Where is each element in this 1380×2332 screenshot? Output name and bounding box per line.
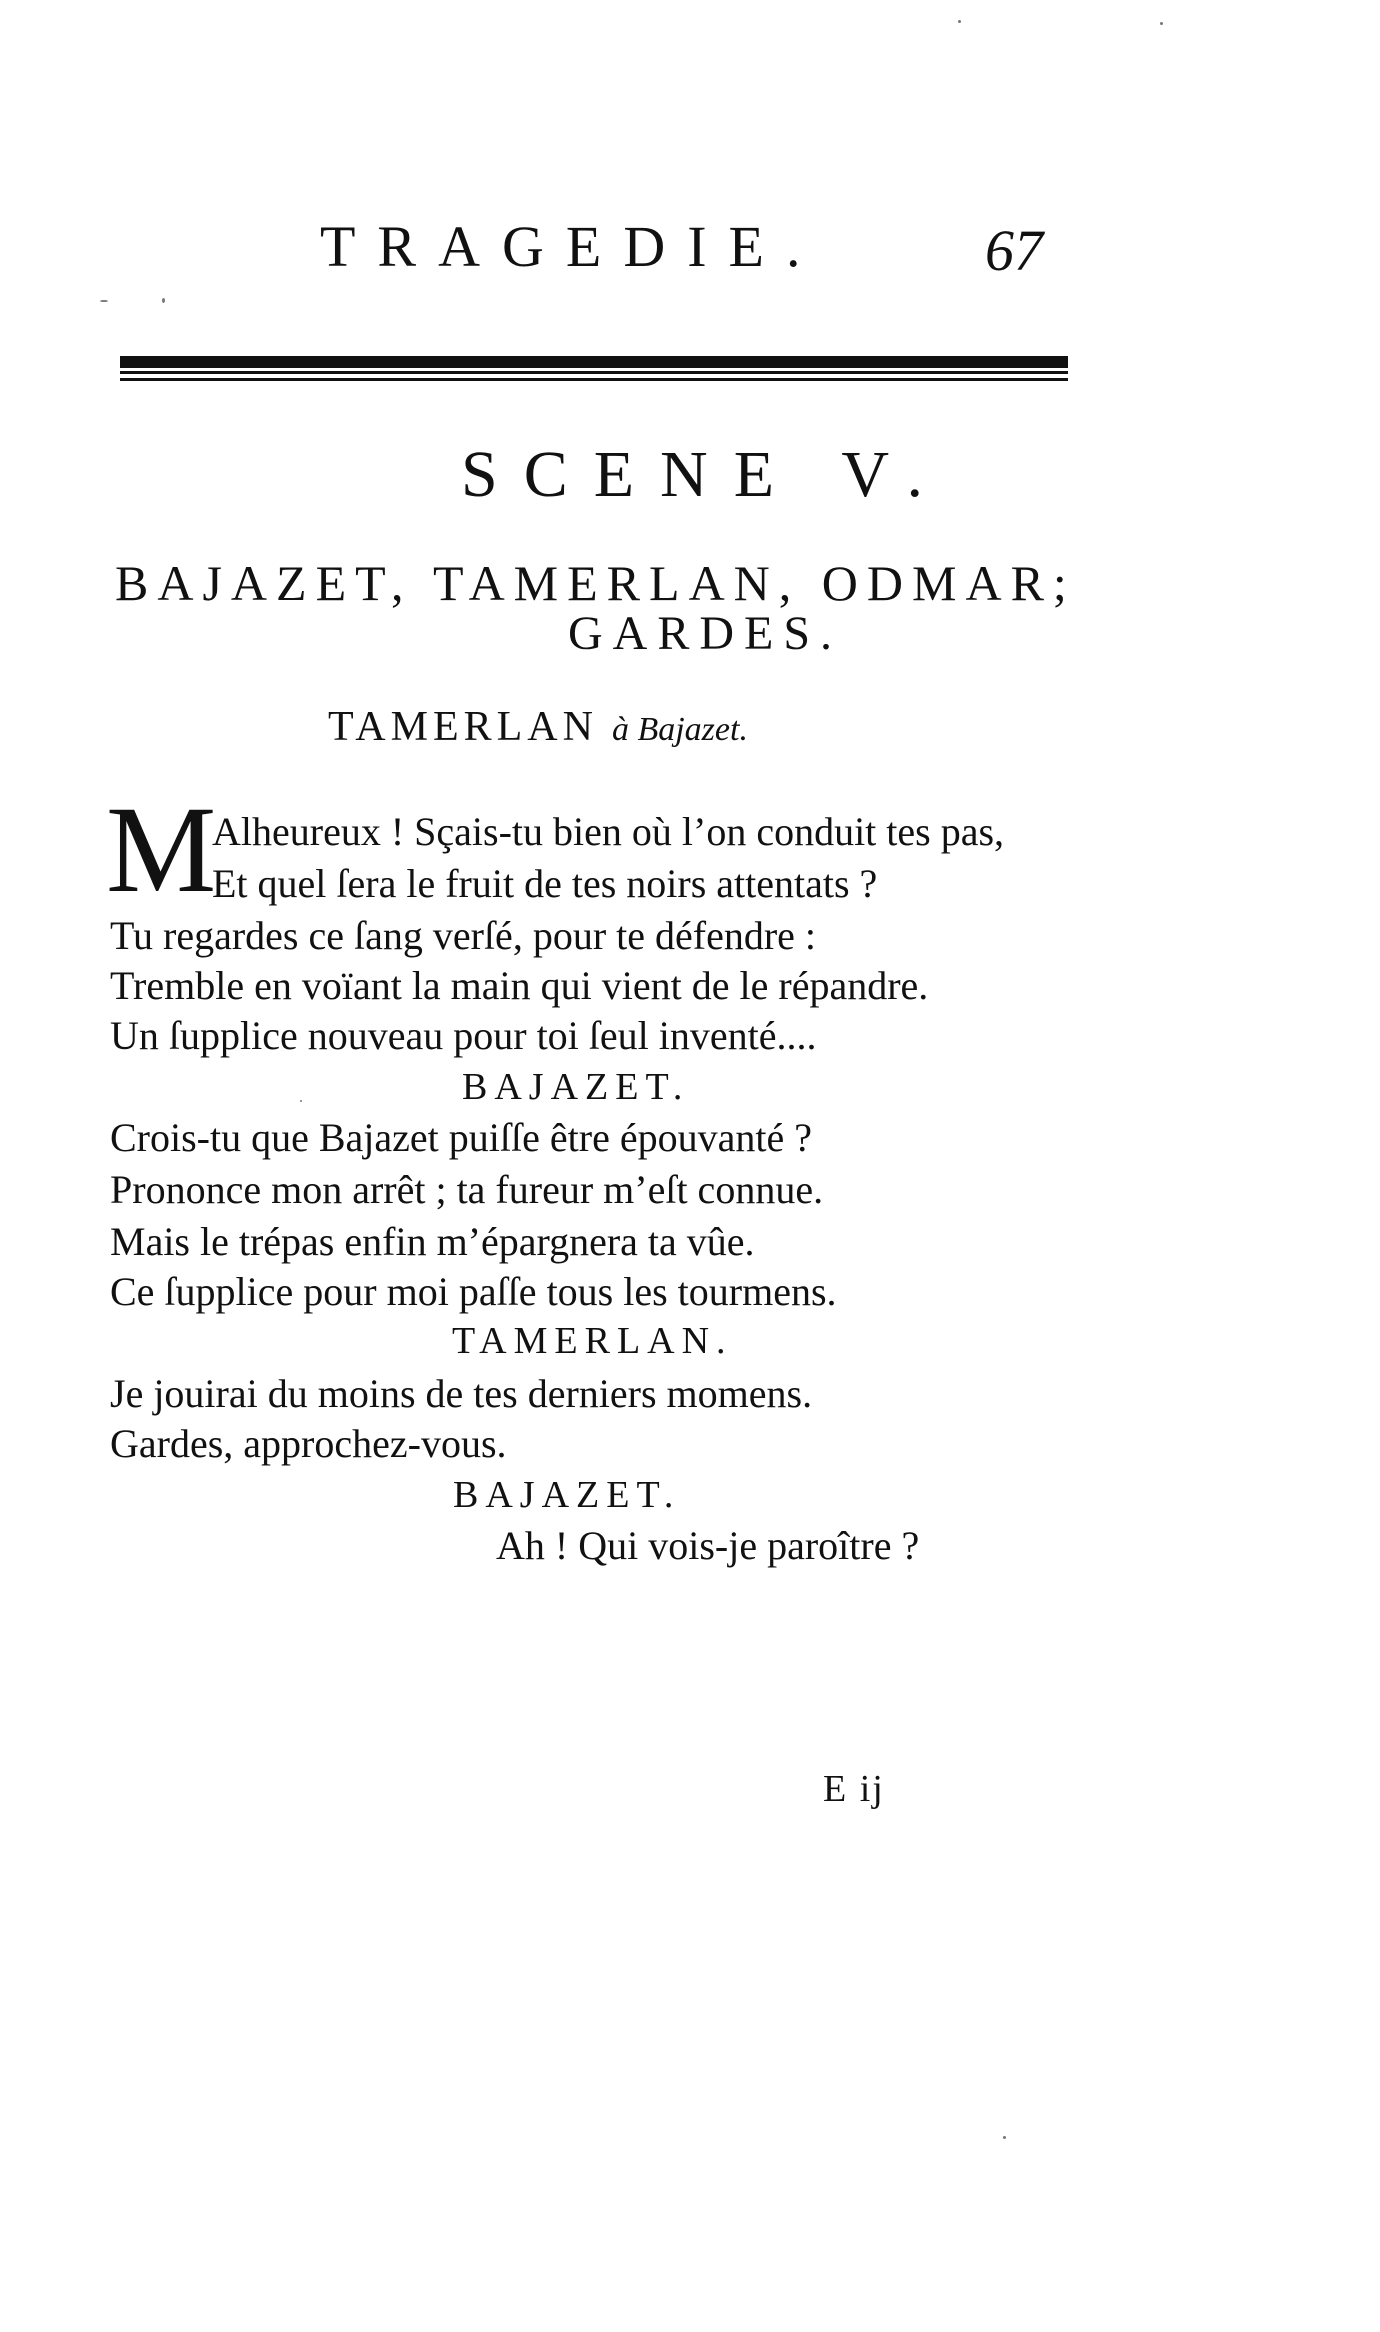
- verse-line: Gardes, approchez-vous.: [110, 1421, 507, 1466]
- cast-list-continued: GARDES.: [567, 607, 843, 660]
- scene-title: SCENE V.: [461, 438, 949, 511]
- verse-line: Tu regardes ce ſang verſé, pour te défendre :: [110, 913, 817, 958]
- verse-line: Ce ſupplice pour moi paſſe tous les tourmens.: [110, 1269, 837, 1314]
- speaker-name: BAJAZET.: [453, 1474, 681, 1516]
- verse-line: Je jouirai du moins de tes derniers momens.: [110, 1371, 813, 1416]
- running-head: TRAGEDIE.: [320, 214, 823, 279]
- speaker-name: BAJAZET.: [462, 1066, 690, 1108]
- ink-speck: [958, 20, 961, 23]
- cast-list: BAJAZET, TAMERLAN, ODMAR;: [115, 555, 1076, 611]
- ink-speck: [162, 298, 165, 303]
- verse-line: Alheureux ! Sçais-tu bien où l’on conduit tes pas,: [212, 809, 1005, 854]
- drop-cap: M: [106, 781, 217, 918]
- speaker-name: TAMERLAN.: [452, 1320, 733, 1362]
- verse-line: Un ſupplice nouveau pour toi ſeul inventé....: [110, 1013, 817, 1058]
- stage-direction: à Bajazet.: [611, 711, 748, 748]
- ink-speck: [300, 1100, 302, 1102]
- verse-line: Tremble en voïant la main qui vient de le répandre.: [110, 963, 929, 1008]
- verse-line: Et quel ſera le fruit de tes noirs attentats ?: [212, 861, 878, 906]
- verse-line: Mais le trépas enfin m’épargnera ta vûe.: [110, 1219, 755, 1264]
- verse-line: Ah ! Qui vois-je paroître ?: [496, 1523, 920, 1568]
- speaker-name: TAMERLAN: [328, 704, 598, 750]
- verse-line: Crois-tu que Bajazet puiſſe être épouvanté ?: [110, 1115, 812, 1160]
- ink-speck: [1003, 2136, 1006, 2139]
- header-rule: [120, 356, 1068, 386]
- speaker-heading: [328, 706, 748, 748]
- page-number: 67: [985, 218, 1043, 283]
- signature-mark: E ij: [823, 1768, 885, 1810]
- verse-line: Prononce mon arrêt ; ta fureur m’eſt connue.: [110, 1167, 824, 1212]
- ink-speck: [1160, 22, 1163, 25]
- ink-speck: [100, 300, 108, 302]
